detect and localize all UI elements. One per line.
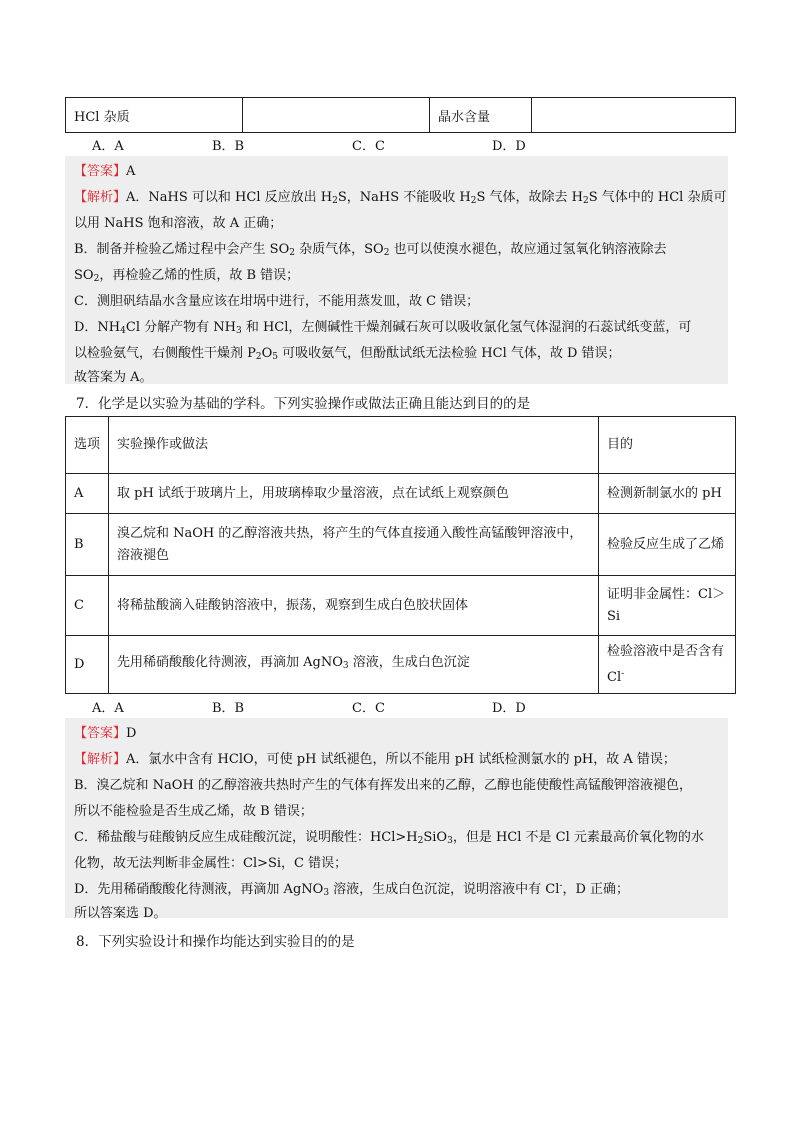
text: Cl 分解产物有 NH <box>125 320 236 335</box>
subscript: 3 <box>323 888 330 898</box>
table-row <box>66 576 736 636</box>
header-goal: 目的 <box>599 417 736 474</box>
text: S，NaHS 不能吸收 H <box>337 190 471 205</box>
subscript: 2 <box>383 248 390 258</box>
subscript: 3 <box>235 326 242 336</box>
text: SO <box>74 268 94 283</box>
option-d: D．D <box>492 701 526 716</box>
text: D．NH <box>74 320 121 335</box>
top-table-fragment <box>65 97 736 133</box>
row-goal: 检测新制氯水的 pH <box>599 474 736 514</box>
q7-analysis-line-6 <box>74 878 629 898</box>
header-operation: 实验操作或做法 <box>109 417 599 474</box>
answer-label: 【答案】 <box>74 726 127 741</box>
text: S 气体中的 HCl 杂质可 <box>588 190 727 205</box>
option-b: B．B <box>212 701 245 716</box>
answer-value: D <box>126 726 137 741</box>
q7-analysis-line-1 <box>74 748 676 767</box>
cell-hcl-impurity: HCl 杂质 <box>66 98 243 133</box>
row-operation <box>109 636 599 694</box>
row-option: B <box>66 514 109 576</box>
text: 可吸收氨气，但酚酞试纸无法检验 HCl 气体，故 D 错误； <box>278 346 621 361</box>
text: O <box>261 346 273 361</box>
text: 溶液，生成白色沉淀，说明溶液中有 Cl <box>329 882 560 897</box>
text: D．先用稀硝酸酸化待测液，再滴加 AgNO <box>74 882 324 897</box>
row-option: D <box>66 636 109 694</box>
q7-analysis-line-4 <box>74 826 704 846</box>
text: 杂质气体，SO <box>294 242 384 257</box>
subscript: 2 <box>582 196 589 206</box>
table-row <box>66 474 736 514</box>
superscript: - <box>559 881 563 891</box>
row-operation: 取 pH 试纸于玻璃片上，用玻璃棒取少量溶液，点在试纸上观察颜色 <box>109 474 599 514</box>
cell-empty <box>532 98 736 133</box>
option-a: A．A <box>92 139 124 154</box>
q6-analysis-line-1 <box>74 186 726 206</box>
header-option: 选项 <box>66 417 109 474</box>
q6-analysis-line-6 <box>74 316 691 336</box>
q6-analysis-line-8: 故答案为 A。 <box>74 370 153 385</box>
cell-water-content: 晶水含量 <box>430 98 532 133</box>
row-option: C <box>66 576 109 636</box>
text: C．稀盐酸与硅酸钠反应生成硅酸沉淀，说明酸性：HCl>H <box>74 830 418 845</box>
analysis-label: 【解析】 <box>74 752 127 767</box>
text: 以检验氨气，右侧酸性干燥剂 P <box>74 346 256 361</box>
analysis-label: 【解析】 <box>74 190 127 205</box>
q6-analysis-line-4 <box>74 264 299 284</box>
q7-analysis-line-2: B．溴乙烷和 NaOH 的乙醇溶液共热时产生的气体有挥发出来的乙醇，乙醇也能使酸性高锰酸钾溶液褪色， <box>74 778 692 793</box>
q7-table <box>65 416 736 694</box>
text: A．氯水中含有 HClO，可使 pH 试纸褪色，所以不能用 pH 试纸检测氯水的 pH，故 A 错误； <box>126 752 676 767</box>
q6-analysis-line-2: 以用 NaHS 饱和溶液，故 A 正确； <box>74 216 283 231</box>
option-c: C．C <box>352 701 385 716</box>
subscript: 2 <box>470 196 477 206</box>
subscript: 3 <box>447 836 453 846</box>
text: ，再检验乙烯的性质，故 B 错误； <box>99 268 300 283</box>
text: ，但是 HCl 不是 Cl 元素最高价氧化物的水 <box>452 830 704 845</box>
text: S 气体，故除去 H <box>476 190 583 205</box>
answer-label: 【答案】 <box>74 164 127 179</box>
q7-answer-line <box>74 722 136 741</box>
table-row <box>66 417 736 474</box>
text: 先用稀硝酸酸化待测液，再滴加 AgNO <box>117 655 343 670</box>
subscript: 2 <box>289 248 295 258</box>
subscript: 2 <box>255 352 262 362</box>
subscript: 5 <box>272 352 279 362</box>
row-goal: 检验反应生成了乙烯 <box>599 514 736 576</box>
row-operation: 溴乙烷和 NaOH 的乙醇溶液共热，将产生的气体直接通入酸性高锰酸钾溶液中，溶液褪色 <box>109 514 599 576</box>
text: 溶液，生成白色沉淀 <box>348 655 470 670</box>
q7-analysis-line-5: 化物，故无法判断非金属性：Cl>Si，C 错误； <box>74 856 348 871</box>
q7-analysis-line-3: 所以不能检验是否生成乙烯，故 B 错误； <box>74 804 313 819</box>
q6-analysis-line-7 <box>74 342 621 362</box>
cell-empty <box>243 98 430 133</box>
text: 也可以使溴水褪色，故应通过氢氧化钠溶液除去 <box>389 242 667 257</box>
q6-analysis-line-3 <box>74 238 667 258</box>
text: SiO <box>423 830 448 845</box>
text: 和 HCl，左侧碱性干燥剂碱石灰可以吸收氯化氢气体湿润的石蕊试纸变蓝，可 <box>241 320 692 335</box>
option-a: A．A <box>92 701 124 716</box>
subscript: 2 <box>332 196 338 206</box>
table-row <box>66 514 736 576</box>
subscript: 2 <box>417 836 424 846</box>
text: 检验溶液中是否含有 Cl <box>607 643 725 685</box>
subscript: 3 <box>342 661 349 671</box>
q6-answer-line <box>74 160 135 179</box>
subscript: 4 <box>120 326 126 336</box>
row-goal: 证明非金属性：Cl＞Si <box>599 576 736 636</box>
row-operation: 将稀盐酸滴入硅酸钠溶液中，振荡，观察到生成白色胶状固体 <box>109 576 599 636</box>
answer-value: A <box>126 164 136 179</box>
text: ，D 正确； <box>562 882 630 897</box>
option-d: D．D <box>492 139 526 154</box>
row-goal <box>599 636 736 694</box>
table-row <box>66 636 736 694</box>
text: A．NaHS 可以和 HCl 反应放出 H <box>126 190 333 205</box>
option-c: C．C <box>352 139 385 154</box>
subscript: 2 <box>93 274 100 284</box>
q7-analysis-line-7: 所以答案选 D。 <box>74 906 167 921</box>
q7-stem: 7．化学是以实验为基础的学科。下列实验操作或做法正确且能达到目的的是 <box>76 396 531 412</box>
q6-analysis-line-5: C．测胆矾结晶水含量应该在坩埚中进行，不能用蒸发皿，故 C 错误； <box>74 294 480 309</box>
text: B．制备并检验乙烯过程中会产生 SO <box>74 242 290 257</box>
option-b: B．B <box>212 139 245 154</box>
superscript: - <box>621 668 625 679</box>
table-row <box>66 98 736 133</box>
row-option: A <box>66 474 109 514</box>
q8-stem: 8．下列实验设计和操作均能达到实验目的的是 <box>76 934 355 950</box>
